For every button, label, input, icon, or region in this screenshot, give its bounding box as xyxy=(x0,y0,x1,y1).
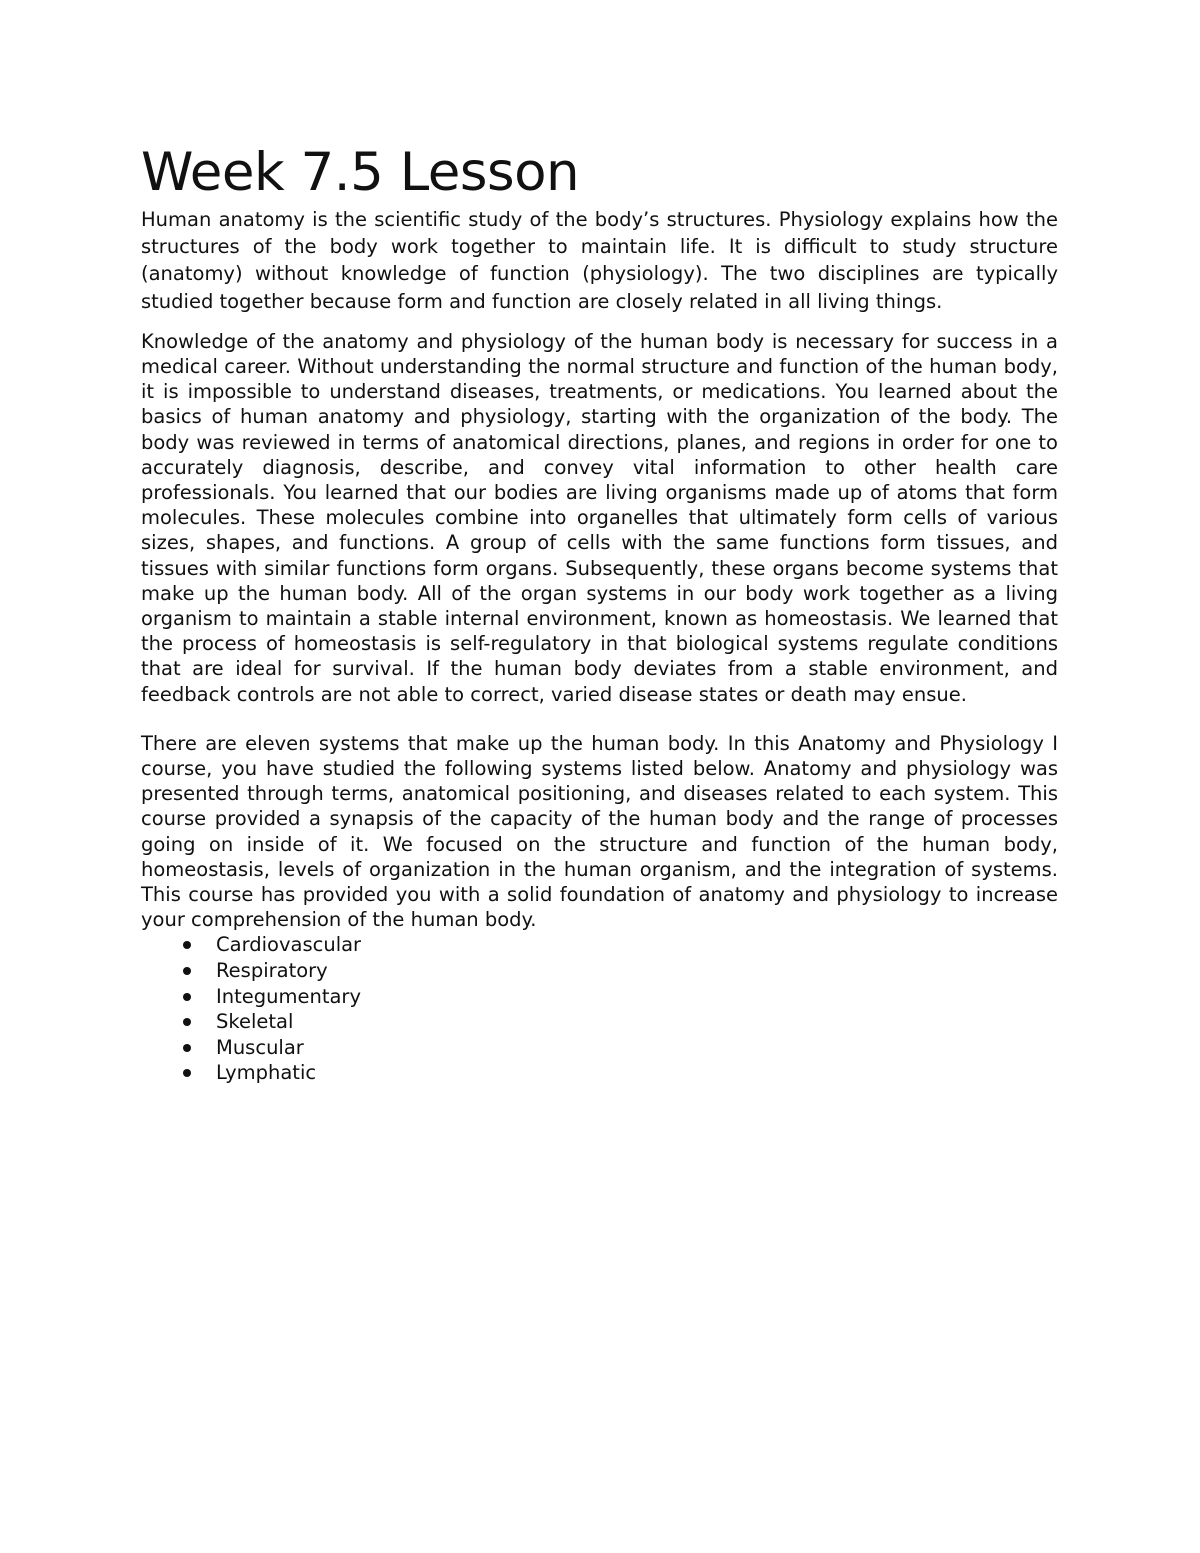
list-item-label: Cardiovascular xyxy=(216,933,362,957)
paragraph-systems: There are eleven systems that make up the human body. In this Anatomy and Physiology I course, you have studied the following systems listed below. Anatomy and physiology was presented through terms, anatomical positioning, and diseases related to each system. This course provided a synapsis of the capacity of the human body and the range of processes going on inside of it. We focused on the structure and function of the human body, homeostasis, levels of organization in the human organism, and the integration of systems. This course has provided you with a solid foundation of anatomy and physiology to increase your comprehension of the human body. xyxy=(141,731,1058,932)
bullet-icon xyxy=(183,993,191,1001)
page-title: Week 7.5 Lesson xyxy=(141,142,580,203)
paragraph-intro: Human anatomy is the scientific study of the body’s structures. Physiology explains how the structures of the body work together to maintain life. It is difficult to study structure (anatomy) without knowledge of function (physiology). The two disciplines are typically studied together because form and function are closely related in all living things. xyxy=(141,208,1058,313)
list-item-label: Lymphatic xyxy=(216,1061,317,1085)
list-item-label: Skeletal xyxy=(216,1010,294,1034)
bullet-icon xyxy=(183,967,191,975)
list-item xyxy=(183,1060,1058,1086)
list-item xyxy=(183,1035,1058,1061)
paragraph-knowledge: Knowledge of the anatomy and physiology of the human body is necessary for success in a medical career. Without understanding the normal structure and function of the human body, it is impossible to understand diseases, treatments, or medications. You learned about the basics of human anatomy and physiology, starting with the organization of the body. The body was reviewed in terms of anatomical directions, planes, and regions in order for one to accurately diagnosis, describe, and convey vital information to other health care professionals. You learned that our bodies are living organisms made up of atoms that form molecules. These molecules combine into organelles that ultimately form cells of various sizes, shapes, and functions. A group of cells with the same functions form tissues, and tissues with similar functions form organs. Subsequently, these organs become systems that make up the human body. All of the organ systems in our body work together as a living organism to maintain a stable internal environment, known as homeostasis. We learned that the process of homeostasis is self-regulatory in that biological systems regulate conditions that are ideal for survival. If the human body deviates from a stable environment, and feedback controls are not able to correct, varied disease states or death may ensue. xyxy=(141,329,1058,706)
list-item xyxy=(183,984,1058,1010)
bullet-icon xyxy=(183,1018,191,1026)
list-item xyxy=(183,932,1058,958)
bullet-icon xyxy=(183,941,191,949)
list-item-label: Respiratory xyxy=(216,959,328,983)
bullet-icon xyxy=(183,1044,191,1052)
list-item-label: Muscular xyxy=(216,1035,304,1059)
document-page xyxy=(141,140,1058,1086)
list-item xyxy=(183,958,1058,984)
list-item xyxy=(183,1009,1058,1035)
list-item-label: Integumentary xyxy=(216,984,361,1008)
systems-list xyxy=(141,932,1058,1086)
bullet-icon xyxy=(183,1069,191,1077)
